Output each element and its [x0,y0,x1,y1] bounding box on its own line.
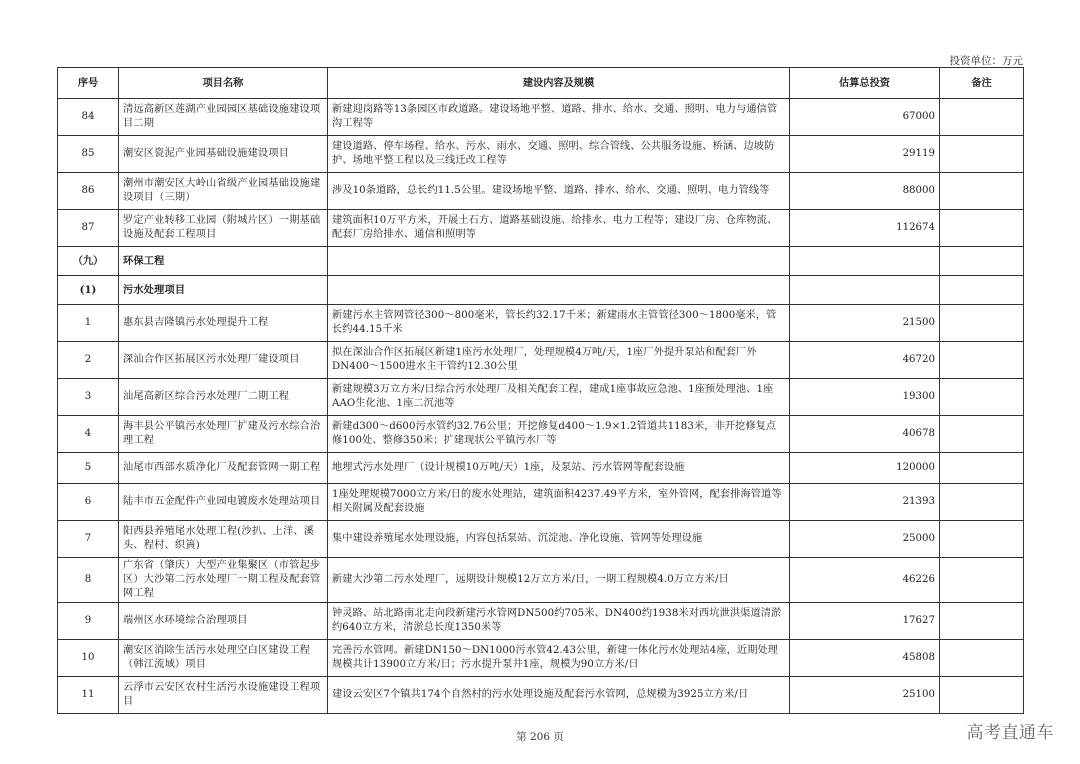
cell-project-name: 海丰县公平镇污水处理厂扩建及污水综合治理工程 [119,416,328,453]
cell-amount: 29119 [790,136,940,173]
cell-remark [940,342,1024,379]
cell-seq: 11 [58,677,119,714]
table-row [58,558,1024,603]
cell-seq: (1) [58,276,119,305]
cell-remark [940,521,1024,558]
cell-amount: 40678 [790,416,940,453]
cell-remark [940,136,1024,173]
table-row [58,305,1024,342]
cell-seq: 2 [58,342,119,379]
cell-remark [940,247,1024,276]
cell-remark [940,677,1024,714]
table-row [58,173,1024,210]
cell-seq: （九） [58,247,119,276]
header-amount: 估算总投资 [790,68,940,99]
cell-remark [940,173,1024,210]
table-row [58,136,1024,173]
cell-amount: 25000 [790,521,940,558]
cell-remark [940,305,1024,342]
table-header-row [58,68,1024,99]
cell-project-name: 罗定产业转移工业园（附城片区）一期基础设施及配套工程项目 [119,210,328,247]
cell-amount: 112674 [790,210,940,247]
cell-project-name: 阳西县养殖尾水处理工程(沙扒、上洋、溪头、程村、织篢) [119,521,328,558]
cell-project-name: 汕尾市西部水质净化厂及配套管网一期工程 [119,453,328,484]
cell-amount: 46720 [790,342,940,379]
cell-content: 新建d300～d600污水管约32.76公里；开挖修复d400～1.9×1.2管道共1183米，非开挖修复点修100处、整修350米；扩建现状公平镇污水厂等 [328,416,790,453]
cell-amount: 46226 [790,558,940,603]
cell-content: 涉及10条道路，总长约11.5公里。建设场地平整、道路、排水、给水、交通、照明、电力管线等 [328,173,790,210]
cell-content [328,276,790,305]
cell-content: 建设云安区7个镇共174个自然村的污水处理设施及配套污水管网，总规模为3925立方米/日 [328,677,790,714]
cell-project-name: 潮州市潮安区大岭山省级产业园基础设施建设项目（三期） [119,173,328,210]
table-row [58,603,1024,640]
cell-content: 集中建设养殖尾水处理设施，内容包括泵站、沉淀池、净化设施、管网等处理设施 [328,521,790,558]
cell-seq: 9 [58,603,119,640]
cell-project-name: 污水处理项目 [119,276,328,305]
header-seq: 序号 [58,68,119,99]
cell-seq: 1 [58,305,119,342]
cell-content: 新建污水主管网管径300～800毫米，管长约32.17千米；新建雨水主管管径300～1800毫米，管长约44.15千米 [328,305,790,342]
cell-amount: 67000 [790,99,940,136]
cell-seq: 8 [58,558,119,603]
table-row [58,416,1024,453]
cell-content: 1座处理规模7000立方米/日的废水处理站，建筑面积4237.49平方米，室外管网，配套排海管道等相关附属及配套设施 [328,484,790,521]
cell-amount: 120000 [790,453,940,484]
cell-remark [940,603,1024,640]
cell-content: 新建规模3万立方米/日综合污水处理厂及相关配套工程，建成1座事故应急池、1座预处理池、1座AAO生化池、1座二沉池等 [328,379,790,416]
table-row [58,640,1024,677]
section-row [58,276,1024,305]
cell-seq: 6 [58,484,119,521]
cell-seq: 87 [58,210,119,247]
cell-amount: 25100 [790,677,940,714]
header-name: 项目名称 [119,68,328,99]
cell-content: 完善污水管网。新建DN150～DN1000污水管42.43公里，新建一体化污水处理站4座，近期处理规模共计13900立方米/日；污水提升泵井1座，规模为90立方米/日 [328,640,790,677]
cell-amount: 88000 [790,173,940,210]
cell-amount: 17627 [790,603,940,640]
investment-unit-label: 投资单位：万元 [949,55,1023,67]
cell-remark [940,276,1024,305]
table-row [58,99,1024,136]
project-table [57,67,1024,714]
cell-remark [940,484,1024,521]
table-row [58,677,1024,714]
cell-remark [940,210,1024,247]
cell-remark [940,453,1024,484]
cell-amount: 21500 [790,305,940,342]
cell-seq: 5 [58,453,119,484]
cell-project-name: 陆丰市五金配件产业园电镀废水处理站项目 [119,484,328,521]
cell-content: 新建大沙第二污水处理厂，远期设计规模12万立方米/日，一期工程规模4.0万立方米/日 [328,558,790,603]
cell-content: 拟在深汕合作区拓展区新建1座污水处理厂，处理规模4万吨/天，1座厂外提升泵站和配套厂外DN400～1500进水主干管约12.30公里 [328,342,790,379]
cell-project-name: 清远高新区莲湖产业园园区基础设施建设项目二期 [119,99,328,136]
cell-amount: 19300 [790,379,940,416]
section-row [58,247,1024,276]
cell-project-name: 端州区水环境综合治理项目 [119,603,328,640]
cell-project-name: 环保工程 [119,247,328,276]
cell-remark [940,99,1024,136]
cell-seq: 10 [58,640,119,677]
cell-seq: 86 [58,173,119,210]
cell-remark [940,558,1024,603]
header-remark: 备注 [940,68,1024,99]
cell-content: 建设道路、停车场程、给水、污水、雨水、交通、照明、综合管线、公共服务设施、桥涵、边坡防护、场地平整工程以及三线迁改工程等 [328,136,790,173]
table-row [58,453,1024,484]
cell-content [328,247,790,276]
cell-project-name: 惠东县吉隆镇污水处理提升工程 [119,305,328,342]
cell-amount [790,276,940,305]
cell-remark [940,379,1024,416]
cell-seq: 85 [58,136,119,173]
cell-content: 钟灵路、站北路南北走向段新建污水管网DN500约705米、DN400约1938米对西坑泄洪渠道清淤约640立方米，清淤总长度1350米等 [328,603,790,640]
cell-content: 建筑面积10万平方米，开展土石方、道路基础设施、给排水、电力工程等；建设厂房、仓库物流、配套厂房给排水、通信和照明等 [328,210,790,247]
watermark: 高考直通车 [966,723,1054,743]
cell-project-name: 潮安区瓷泥产业园基础设施建设项目 [119,136,328,173]
cell-seq: 84 [58,99,119,136]
cell-amount [790,247,940,276]
table-row [58,210,1024,247]
cell-project-name: 潮安区消除生活污水处理空白区建设工程（韩江流域）项目 [119,640,328,677]
cell-content: 地埋式污水处理厂（设计规模10万吨/天）1座，及泵站、污水管网等配套设施 [328,453,790,484]
cell-project-name: 汕尾高新区综合污水处理厂二期工程 [119,379,328,416]
page-number: 第 206 页 [516,731,564,743]
table-row [58,342,1024,379]
table-row [58,484,1024,521]
cell-content: 新建迎岗路等13条园区市政道路。建设场地平整、道路、排水、给水、交通、照明、电力与通信管沟工程等 [328,99,790,136]
cell-project-name: 深汕合作区拓展区污水处理厂建设项目 [119,342,328,379]
cell-remark [940,640,1024,677]
cell-project-name: 云浮市云安区农村生活污水设施建设工程项目 [119,677,328,714]
table-row [58,379,1024,416]
cell-seq: 7 [58,521,119,558]
cell-seq: 4 [58,416,119,453]
cell-project-name: 广东省（肇庆）大型产业集聚区（市管起步区）大沙第二污水处理厂一期工程及配套管网工程 [119,558,328,603]
cell-amount: 21393 [790,484,940,521]
header-content: 建设内容及规模 [328,68,790,99]
table-row [58,521,1024,558]
cell-seq: 3 [58,379,119,416]
table-body [58,99,1024,714]
cell-amount: 45808 [790,640,940,677]
cell-remark [940,416,1024,453]
